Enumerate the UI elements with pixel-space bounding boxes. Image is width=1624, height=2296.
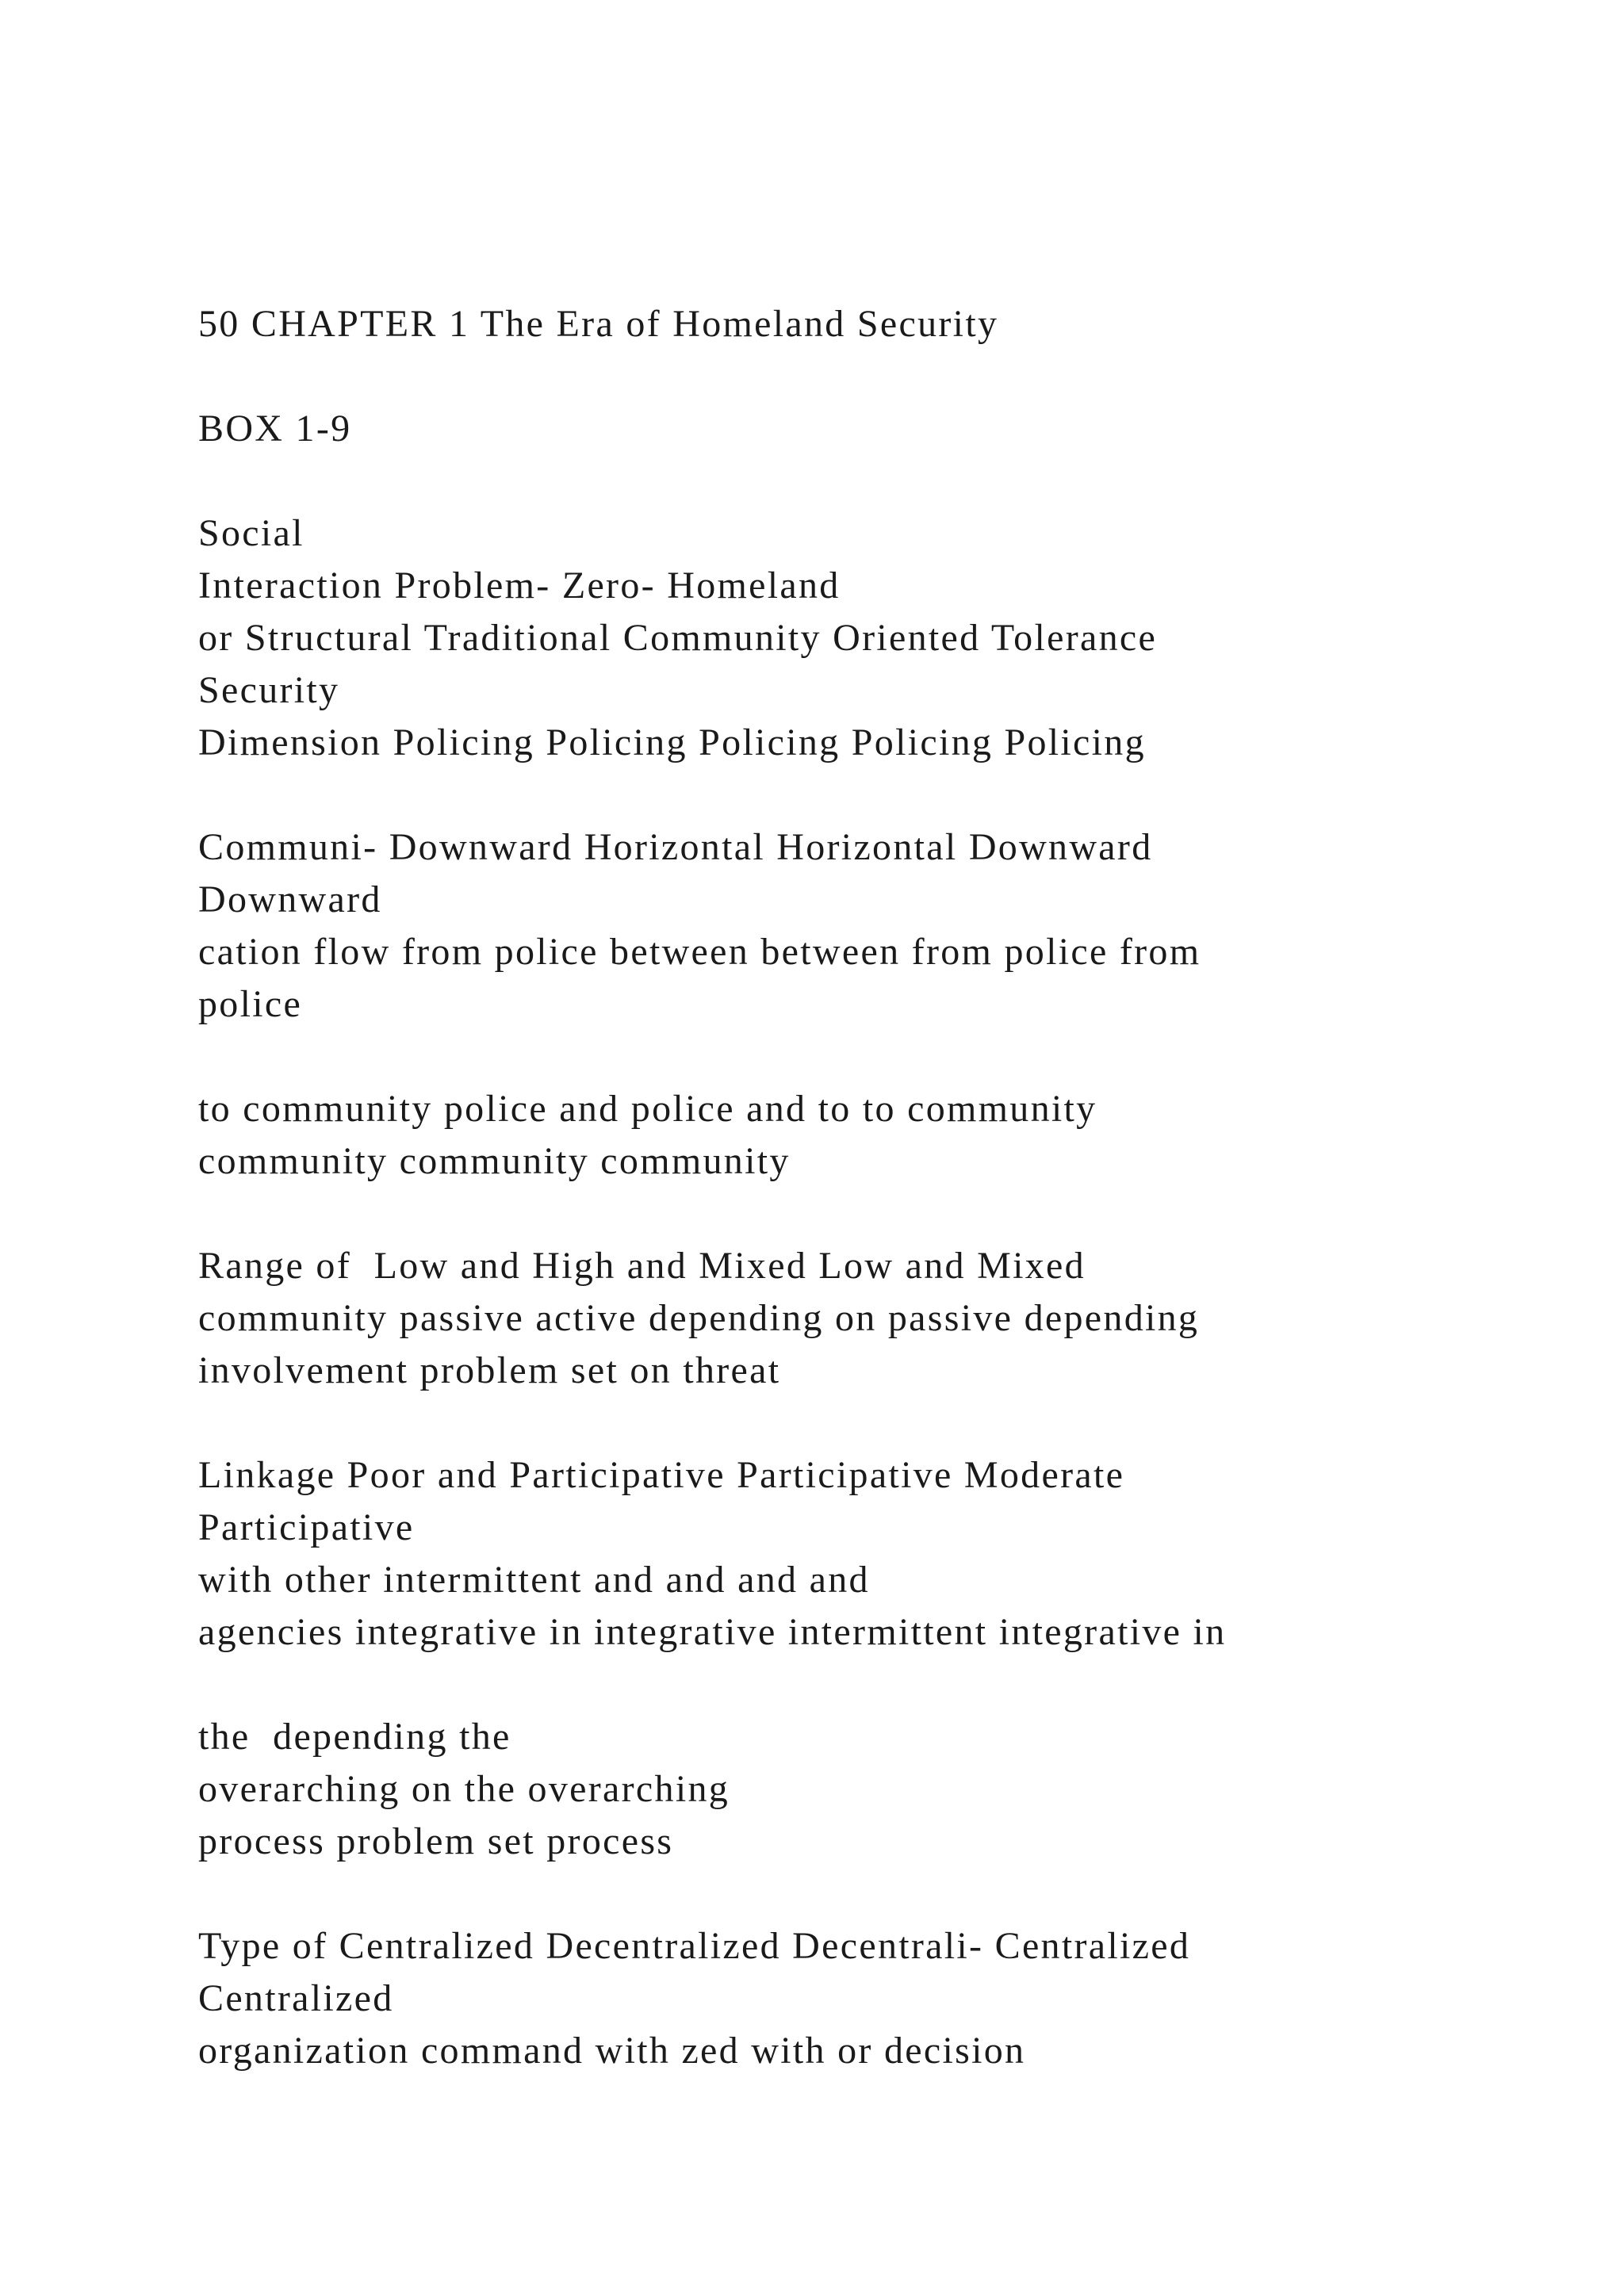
text-line: community passive active depending on passive depending	[198, 1297, 1200, 1339]
text-line: with other intermittent and and and and	[198, 1559, 870, 1601]
text-line: involvement problem set on threat	[198, 1349, 781, 1391]
text-block-communication-cont	[198, 1083, 1435, 1188]
text-line: organization command with zed with or decision	[198, 2030, 1026, 2072]
running-header: 50 CHAPTER 1 The Era of Homeland Security	[198, 303, 999, 345]
text-line: Security	[198, 669, 340, 711]
text-line: to community police and police and to to community	[198, 1088, 1097, 1130]
text-block-linkage	[198, 1449, 1435, 1659]
spacer	[198, 350, 1435, 403]
text-line: Downward	[198, 878, 382, 920]
spacer	[198, 769, 1435, 821]
text-line: Communi- Downward Horizontal Horizontal Downward	[198, 826, 1153, 868]
text-line: Participative	[198, 1506, 415, 1548]
spacer	[198, 1868, 1435, 1920]
text-line: or Structural Traditional Community Oriented Tolerance	[198, 617, 1158, 659]
spacer	[198, 1397, 1435, 1449]
spacer	[198, 1031, 1435, 1083]
box-label: BOX 1-9	[198, 408, 352, 450]
text-line: Interaction Problem- Zero- Homeland	[198, 564, 841, 607]
text-line: community community community	[198, 1140, 791, 1182]
text-line: police	[198, 983, 303, 1025]
text-line: Linkage Poor and Participative Participative Moderate	[198, 1454, 1125, 1496]
text-block-linkage-cont	[198, 1711, 1435, 1868]
text-line: Centralized	[198, 1977, 394, 2019]
text-line: process problem set process	[198, 1820, 674, 1862]
text-line: cation flow from police between between from police from	[198, 931, 1201, 973]
document-page	[198, 298, 1435, 2077]
text-line: overarching on the overarching	[198, 1768, 730, 1810]
text-line: the depending the	[198, 1716, 511, 1758]
text-block-organization	[198, 1920, 1435, 2077]
text-line: Type of Centralized Decentralized Decentrali- Centralized	[198, 1925, 1191, 1967]
spacer	[198, 1188, 1435, 1240]
spacer	[198, 455, 1435, 507]
text-line: Range of Low and High and Mixed Low and Mixed	[198, 1245, 1086, 1287]
text-block-communication	[198, 821, 1435, 1031]
text-line: Dimension Policing Policing Policing Policing Policing	[198, 721, 1146, 763]
text-line: agencies integrative in integrative intermittent integrative in	[198, 1611, 1227, 1653]
spacer	[198, 1659, 1435, 1711]
text-block-range	[198, 1240, 1435, 1397]
text-block-header-row	[198, 507, 1435, 769]
text-line: Social	[198, 512, 304, 554]
